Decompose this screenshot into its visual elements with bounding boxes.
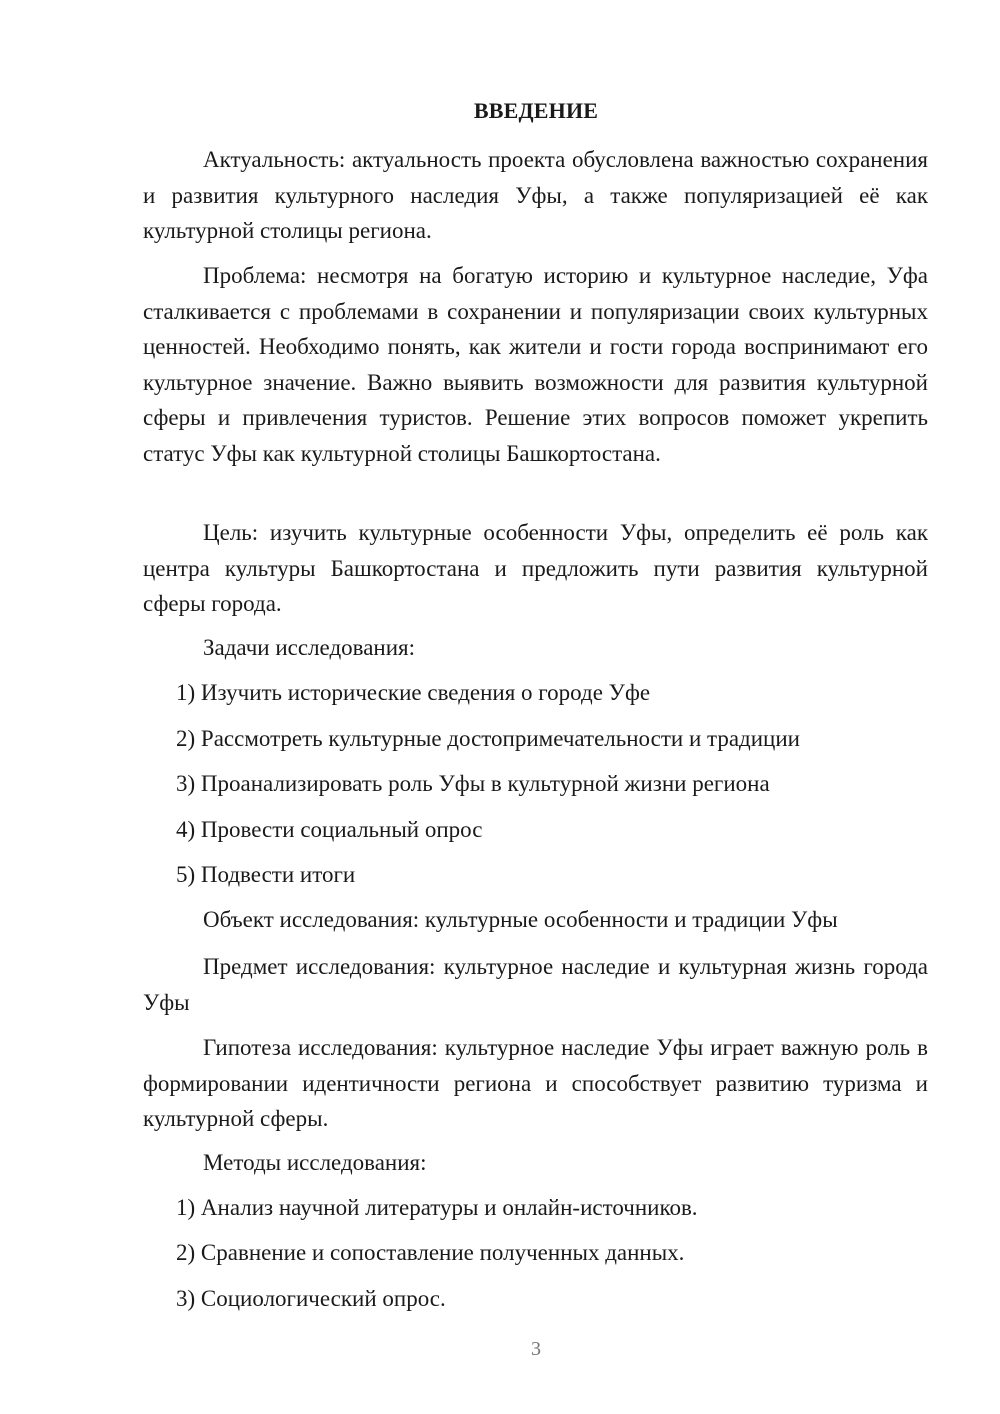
method-item-2: 2) Сравнение и сопоставление полученных данных. bbox=[176, 1240, 685, 1265]
task-item-4: 4) Провести социальный опрос bbox=[176, 817, 483, 842]
methods-label: Методы исследования: bbox=[203, 1150, 427, 1175]
method-item-3: 3) Социологический опрос. bbox=[176, 1286, 446, 1311]
task-item-2: 2) Рассмотреть культурные достопримечательности и традиции bbox=[176, 726, 800, 751]
paragraph-problem: Проблема: несмотря на богатую историю и культурное наследие, Уфа сталкивается с проблемами в сохранении и популяризации своих культурных ценностей. Необходимо понять, как жители и гости города воспринимают его культурное значение. Важно выявить возможности для развития культурной сферы и привлечения туристов. Решение этих вопросов поможет укрепить статус Уфы как культурной столицы Башкортостана. bbox=[143, 263, 928, 466]
paragraph-hypothesis: Гипотеза исследования: культурное наследие Уфы играет важную роль в формировании идентичности региона и способствует развитию туризма и культурной сферы. bbox=[143, 1035, 928, 1131]
paragraph-goal: Цель: изучить культурные особенности Уфы, определить её роль как центра культуры Башкортостана и предложить пути развития культурной сферы города. bbox=[143, 520, 928, 616]
paragraph-relevance: Актуальность: актуальность проекта обусловлена важностью сохранения и развития культурного наследия Уфы, а также популяризацией её как культурной столицы региона. bbox=[143, 147, 928, 243]
task-item-5: 5) Подвести итоги bbox=[176, 862, 356, 887]
task-item-1: 1) Изучить исторические сведения о городе Уфе bbox=[176, 680, 651, 705]
page-heading: ВВЕДЕНИЕ bbox=[473, 98, 599, 123]
page-number: 3 bbox=[531, 1338, 541, 1360]
paragraph-object: Объект исследования: культурные особенности и традиции Уфы bbox=[203, 907, 838, 932]
tasks-label: Задачи исследования: bbox=[203, 635, 416, 660]
task-item-3: 3) Проанализировать роль Уфы в культурной жизни региона bbox=[176, 771, 770, 796]
paragraph-subject: Предмет исследования: культурное наследие и культурная жизнь города Уфы bbox=[143, 954, 928, 1015]
method-item-1: 1) Анализ научной литературы и онлайн-источников. bbox=[176, 1195, 698, 1220]
